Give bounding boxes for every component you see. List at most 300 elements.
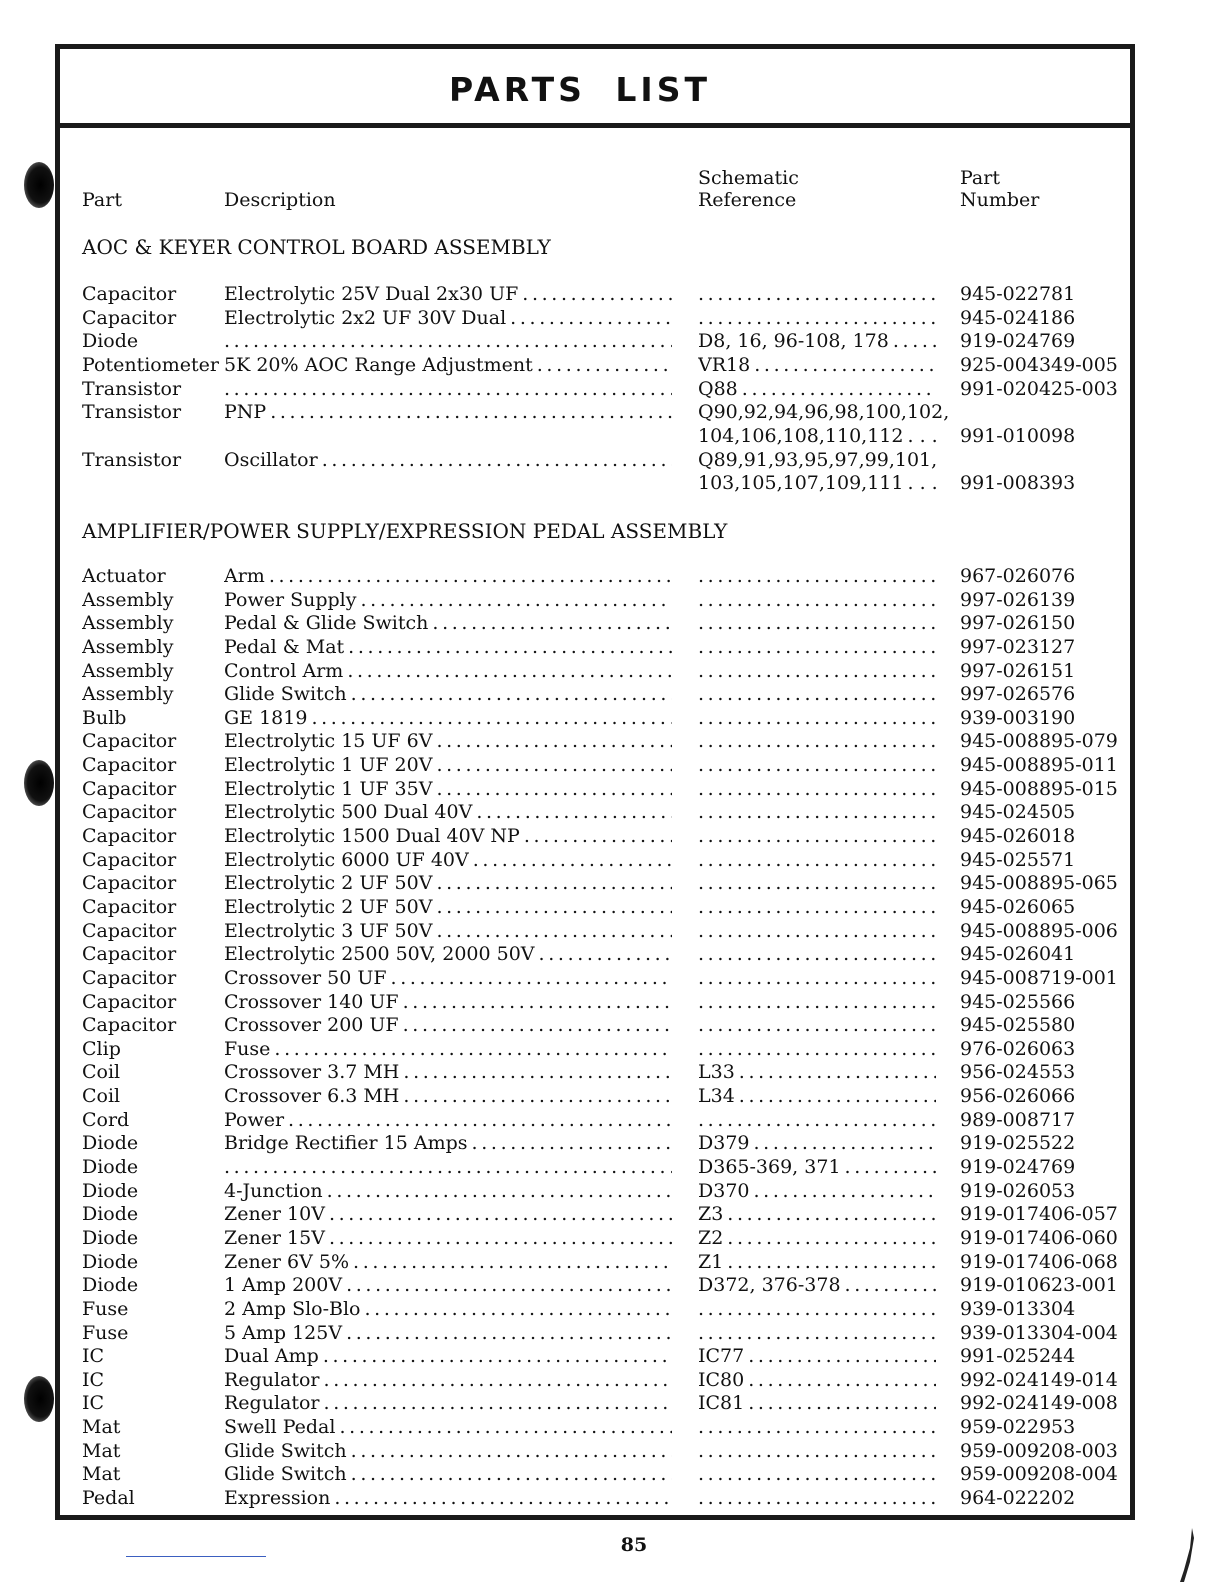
part-cell: Fuse <box>82 1321 129 1344</box>
table-row <box>60 1416 1130 1440</box>
reference-text: Z3 <box>698 1203 724 1226</box>
dot-leader <box>403 1014 672 1038</box>
dot-leader <box>698 730 936 754</box>
part-cell: Diode <box>82 1226 139 1249</box>
part-cell: Assembly <box>82 612 174 635</box>
reference-cell <box>698 1061 936 1085</box>
dot-leader <box>436 730 672 754</box>
reference-cell <box>698 1203 936 1227</box>
reference-cell <box>698 401 950 448</box>
description-text: Electrolytic 500 Dual 40V <box>224 801 473 824</box>
reference-cell <box>698 778 936 802</box>
part-cell: Capacitor <box>82 754 177 777</box>
dot-leader <box>742 378 936 402</box>
part-number-cell: 919-017406-068 <box>960 1250 1118 1273</box>
dot-leader <box>698 896 936 920</box>
reference-cell <box>698 1132 936 1156</box>
part-cell: Capacitor <box>82 801 177 824</box>
dot-leader <box>351 683 672 707</box>
section-heading: AMPLIFIER/POWER SUPPLY/EXPRESSION PEDAL ASSEMBLY <box>82 519 728 543</box>
part-cell: Capacitor <box>82 777 177 800</box>
page-number: 85 <box>620 1534 648 1556</box>
part-cell: Transistor <box>82 377 182 400</box>
reference-text: D379 <box>698 1132 750 1155</box>
description-text: Crossover 3.7 MH <box>224 1061 400 1084</box>
dot-leader <box>727 1227 936 1251</box>
dot-leader <box>845 1156 936 1180</box>
part-number-cell: 945-024505 <box>960 801 1076 824</box>
description-cell <box>224 1345 672 1369</box>
reference-cell <box>698 1345 936 1369</box>
dot-leader <box>698 1463 936 1487</box>
description-cell <box>224 1014 672 1038</box>
dot-leader <box>698 636 936 660</box>
part-cell: Assembly <box>82 659 174 682</box>
description-cell <box>224 660 672 684</box>
part-cell: Capacitor <box>82 966 177 989</box>
description-cell <box>224 1085 672 1109</box>
reference-text: Q88 <box>698 377 738 400</box>
description-cell <box>224 1487 672 1511</box>
reference-cell <box>698 1085 936 1109</box>
part-number-cell: 919-026053 <box>960 1179 1076 1202</box>
description-text: Oscillator <box>224 448 318 471</box>
part-cell: Coil <box>82 1061 121 1084</box>
reference-cell <box>698 1038 936 1062</box>
description-text: Zener 6V 5% <box>224 1250 350 1273</box>
dot-leader <box>224 330 672 354</box>
table-row <box>60 730 1130 754</box>
description-cell <box>224 754 672 778</box>
reference-cell <box>698 1227 936 1251</box>
dot-leader <box>322 449 672 473</box>
part-number-cell: 991-010098 <box>960 424 1076 447</box>
table-row <box>60 1014 1130 1038</box>
dot-leader <box>351 1463 672 1487</box>
description-cell <box>224 565 672 589</box>
dot-leader <box>698 589 936 613</box>
table-row <box>60 612 1130 636</box>
description-text: Power <box>224 1108 285 1131</box>
dot-leader <box>224 1156 672 1180</box>
dot-leader <box>391 967 672 991</box>
part-number-cell: 997-026150 <box>960 612 1076 635</box>
part-number-cell: 945-025571 <box>960 848 1076 871</box>
dot-leader <box>893 330 936 354</box>
reference-cell <box>698 283 936 307</box>
dot-leader <box>739 1061 936 1085</box>
dot-leader <box>748 1369 936 1393</box>
description-text: Electrolytic 1 UF 35V <box>224 777 433 800</box>
table-row <box>60 825 1130 849</box>
description-text: Electrolytic 2 UF 50V <box>224 872 433 895</box>
dot-leader <box>403 991 672 1015</box>
reference-line-2 <box>698 425 936 449</box>
part-number-cell: 919-017406-057 <box>960 1203 1118 1226</box>
part-number-cell: 945-008895-015 <box>960 777 1118 800</box>
table-row <box>60 896 1130 920</box>
dot-leader <box>698 565 936 589</box>
dot-leader <box>224 378 672 402</box>
table-row <box>60 754 1130 778</box>
part-cell: Capacitor <box>82 919 177 942</box>
part-number-cell: 945-024186 <box>960 306 1076 329</box>
part-cell: Capacitor <box>82 872 177 895</box>
table-row <box>60 1038 1130 1062</box>
table-row <box>60 283 1130 307</box>
table-row <box>60 330 1130 354</box>
dot-leader <box>403 1061 672 1085</box>
dot-leader <box>698 849 936 873</box>
part-cell: Assembly <box>82 683 174 706</box>
description-text: Bridge Rectifier 15 Amps <box>224 1132 468 1155</box>
dot-leader <box>334 1487 672 1511</box>
description-text: Expression <box>224 1486 331 1509</box>
part-cell: Capacitor <box>82 825 177 848</box>
part-cell: Clip <box>82 1037 121 1060</box>
dot-leader <box>698 1322 936 1346</box>
part-number-cell: 919-024769 <box>960 1156 1076 1179</box>
dot-leader <box>698 1014 936 1038</box>
description-cell <box>224 707 672 731</box>
description-cell <box>224 967 672 991</box>
part-cell: IC <box>82 1345 105 1368</box>
dot-leader <box>473 849 672 873</box>
part-number-cell: 956-024553 <box>960 1061 1076 1084</box>
description-cell <box>224 825 672 849</box>
dot-leader <box>698 1038 936 1062</box>
reference-text: IC80 <box>698 1368 745 1391</box>
part-number-cell: 939-013304 <box>960 1297 1076 1320</box>
dot-leader <box>269 565 672 589</box>
description-text: 5K 20% AOC Range Adjustment <box>224 353 533 376</box>
part-number-cell: 925-004349-005 <box>960 353 1118 376</box>
part-number-cell: 945-025580 <box>960 1014 1076 1037</box>
description-text: 2 Amp Slo-Blo <box>224 1297 361 1320</box>
reference-cell <box>698 1392 936 1416</box>
dot-leader <box>698 991 936 1015</box>
description-cell <box>224 920 672 944</box>
table-row <box>60 1345 1130 1369</box>
part-cell: Coil <box>82 1085 121 1108</box>
part-number-cell: 939-003190 <box>960 706 1076 729</box>
reference-cell <box>698 660 936 684</box>
dot-leader <box>698 1487 936 1511</box>
reference-cell <box>698 1416 936 1440</box>
reference-cell <box>698 307 936 331</box>
part-number-cell: 997-026151 <box>960 659 1076 682</box>
binder-hole <box>24 760 54 806</box>
part-number-cell: 945-008895-079 <box>960 730 1118 753</box>
part-number-cell: 991-025244 <box>960 1345 1076 1368</box>
part-number-cell: 959-009208-004 <box>960 1463 1118 1486</box>
dot-leader <box>365 1298 673 1322</box>
dot-leader <box>346 1322 672 1346</box>
part-number-cell: 919-010623-001 <box>960 1274 1118 1297</box>
description-cell <box>224 1132 672 1156</box>
part-number-cell: 997-026576 <box>960 683 1076 706</box>
description-text: 1 Amp 200V <box>224 1274 343 1297</box>
dot-leader <box>748 1345 936 1369</box>
part-cell: Mat <box>82 1463 121 1486</box>
dot-leader <box>329 1203 672 1227</box>
description-text: Electrolytic 2x2 UF 30V Dual <box>224 306 507 329</box>
reference-cell <box>698 920 936 944</box>
reference-text: 103,105,107,109,111 <box>698 472 904 495</box>
reference-text: L34 <box>698 1085 735 1108</box>
description-cell <box>224 801 672 825</box>
part-number-cell: 945-008719-001 <box>960 966 1118 989</box>
table-row <box>60 1487 1130 1511</box>
dot-leader <box>524 825 672 849</box>
part-cell: Capacitor <box>82 943 177 966</box>
description-cell <box>224 943 672 967</box>
dot-leader <box>698 1416 936 1440</box>
dot-leader <box>274 1038 672 1062</box>
part-number-cell: 945-008895-065 <box>960 872 1118 895</box>
reference-cell <box>698 967 936 991</box>
part-cell: Capacitor <box>82 895 177 918</box>
dot-leader <box>324 1369 672 1393</box>
dot-leader <box>727 1203 936 1227</box>
reference-cell <box>698 636 936 660</box>
dot-leader <box>324 1392 672 1416</box>
reference-cell <box>698 825 936 849</box>
dot-leader <box>727 1251 936 1275</box>
table-row <box>60 683 1130 707</box>
description-text: Control Arm <box>224 659 344 682</box>
reference-text: Z2 <box>698 1226 724 1249</box>
description-cell <box>224 1251 672 1275</box>
description-text: Electrolytic 1500 Dual 40V NP <box>224 825 520 848</box>
pen-mark <box>1178 1528 1194 1582</box>
header-description: Description <box>224 189 336 211</box>
dot-leader <box>698 872 936 896</box>
reference-text: D370 <box>698 1179 750 1202</box>
description-cell <box>224 1440 672 1464</box>
part-number-cell: 956-026066 <box>960 1085 1076 1108</box>
part-number-cell: 959-009208-003 <box>960 1439 1118 1462</box>
dot-leader <box>339 1416 672 1440</box>
part-cell: Mat <box>82 1416 121 1439</box>
description-text: Electrolytic 15 UF 6V <box>224 730 433 753</box>
part-number-cell: 945-025566 <box>960 990 1076 1013</box>
description-cell <box>224 849 672 873</box>
table-row <box>60 1180 1130 1204</box>
part-cell: Assembly <box>82 588 174 611</box>
part-number-cell: 991-008393 <box>960 472 1076 495</box>
table-row <box>60 307 1130 331</box>
dot-leader <box>270 401 672 425</box>
description-cell <box>224 589 672 613</box>
description-cell <box>224 896 672 920</box>
description-cell <box>224 401 672 425</box>
description-text: Electrolytic 1 UF 20V <box>224 754 433 777</box>
reference-cell <box>698 707 936 731</box>
dot-leader <box>754 1132 937 1156</box>
page-title: PARTS LIST <box>449 69 711 109</box>
dot-leader <box>698 683 936 707</box>
description-cell <box>224 683 672 707</box>
header-part: Part <box>82 189 122 211</box>
table-row <box>60 378 1130 402</box>
part-cell: Transistor <box>82 448 182 471</box>
description-text: Glide Switch <box>224 1463 347 1486</box>
table-row <box>60 1463 1130 1487</box>
dot-leader <box>698 660 936 684</box>
description-text: Pedal & Mat <box>224 635 345 658</box>
section-heading: AOC & KEYER CONTROL BOARD ASSEMBLY <box>82 235 551 259</box>
table-row <box>60 1322 1130 1346</box>
table-row <box>60 872 1130 896</box>
reference-cell <box>698 589 936 613</box>
description-cell <box>224 1463 672 1487</box>
part-cell: Actuator <box>82 565 166 587</box>
dot-leader <box>748 1392 936 1416</box>
table-row <box>60 1369 1130 1393</box>
table-row <box>60 1156 1130 1180</box>
dot-leader <box>436 896 672 920</box>
part-cell: Diode <box>82 1250 139 1273</box>
description-text: Regulator <box>224 1368 320 1391</box>
dot-leader <box>510 307 672 331</box>
part-cell: Diode <box>82 1156 139 1179</box>
description-cell <box>224 1392 672 1416</box>
part-cell: IC <box>82 1392 105 1415</box>
dot-leader <box>754 1180 937 1204</box>
dot-leader <box>698 943 936 967</box>
dot-leader <box>698 754 936 778</box>
description-text: Dual Amp <box>224 1345 319 1368</box>
table-row <box>60 636 1130 660</box>
dot-leader <box>698 920 936 944</box>
reference-text: D372, 376-378 <box>698 1274 841 1297</box>
dot-leader <box>329 1227 672 1251</box>
description-cell <box>224 307 672 331</box>
table-row <box>60 1203 1130 1227</box>
part-cell: Diode <box>82 1179 139 1202</box>
description-text: Crossover 6.3 MH <box>224 1085 400 1108</box>
description-cell <box>224 378 672 402</box>
part-cell: Diode <box>82 330 139 353</box>
reference-cell <box>698 1463 936 1487</box>
reference-cell <box>698 565 936 589</box>
description-cell <box>224 1061 672 1085</box>
description-text: Electrolytic 6000 UF 40V <box>224 848 469 871</box>
dot-leader <box>436 872 672 896</box>
part-number-cell: 945-008895-006 <box>960 919 1118 942</box>
section-rows <box>60 283 1130 496</box>
part-number-cell: 945-026018 <box>960 825 1076 848</box>
part-cell: Fuse <box>82 1297 129 1320</box>
table-row <box>60 967 1130 991</box>
description-text: Crossover 50 UF <box>224 966 387 989</box>
reference-trail: . . . <box>907 424 938 447</box>
table-row <box>60 354 1130 378</box>
description-text: Fuse <box>224 1037 271 1060</box>
table-row <box>60 1251 1130 1275</box>
reference-cell <box>698 1180 936 1204</box>
part-number-cell: 945-008895-011 <box>960 754 1118 777</box>
description-text: Electrolytic 3 UF 50V <box>224 919 433 942</box>
description-cell <box>224 778 672 802</box>
table-row <box>60 449 1130 496</box>
reference-cell <box>698 872 936 896</box>
dot-leader <box>436 754 672 778</box>
table-row <box>60 1085 1130 1109</box>
table-row <box>60 991 1130 1015</box>
table-row <box>60 1274 1130 1298</box>
part-cell: Pedal <box>82 1486 135 1509</box>
description-cell <box>224 1369 672 1393</box>
reference-cell <box>698 801 936 825</box>
dot-leader <box>698 1440 936 1464</box>
part-cell: Capacitor <box>82 283 177 305</box>
part-cell: Cord <box>82 1108 130 1131</box>
dot-leader <box>698 1298 936 1322</box>
part-number-cell: 919-024769 <box>960 330 1076 353</box>
dot-leader <box>698 1109 936 1133</box>
part-number-cell: 967-026076 <box>960 565 1076 587</box>
part-number-cell: 964-022202 <box>960 1486 1076 1509</box>
description-cell <box>224 1416 672 1440</box>
part-cell: Bulb <box>82 706 127 729</box>
dot-leader <box>698 283 936 307</box>
reference-cell <box>698 1322 936 1346</box>
dot-leader <box>288 1109 672 1133</box>
dot-leader <box>436 920 672 944</box>
description-text: Pedal & Glide Switch <box>224 612 429 635</box>
description-text: Zener 15V <box>224 1226 325 1249</box>
table-row <box>60 943 1130 967</box>
reference-cell <box>698 683 936 707</box>
reference-cell <box>698 1109 936 1133</box>
reference-cell <box>698 1156 936 1180</box>
part-number-cell: 991-020425-003 <box>960 377 1118 400</box>
description-cell <box>224 1203 672 1227</box>
table-row <box>60 1440 1130 1464</box>
part-number-cell: 992-024149-008 <box>960 1392 1118 1415</box>
footer-rule <box>126 1556 266 1557</box>
dot-leader <box>351 1440 672 1464</box>
part-cell: Capacitor <box>82 730 177 753</box>
description-text: 5 Amp 125V <box>224 1321 343 1344</box>
description-text: Glide Switch <box>224 683 347 706</box>
reference-cell <box>698 1014 936 1038</box>
header-part-number: Part Number <box>960 167 1040 211</box>
part-cell: Assembly <box>82 635 174 658</box>
description-text: Electrolytic 2500 50V, 2000 50V <box>224 943 535 966</box>
dot-leader <box>754 354 936 378</box>
reference-line-2 <box>698 472 936 496</box>
description-cell <box>224 872 672 896</box>
reference-text: D8, 16, 96-108, 178 <box>698 330 889 353</box>
reference-cell <box>698 1487 936 1511</box>
reference-line-1: Q90,92,94,96,98,100,102, <box>698 401 950 424</box>
description-cell <box>224 354 672 378</box>
dot-leader <box>698 707 936 731</box>
binder-hole <box>24 1376 54 1422</box>
reference-cell <box>698 991 936 1015</box>
section-rows <box>60 565 1130 1511</box>
description-text: Arm <box>224 565 265 587</box>
description-text: Glide Switch <box>224 1439 347 1462</box>
dot-leader <box>539 943 672 967</box>
reference-cell <box>698 943 936 967</box>
part-number-cell: 992-024149-014 <box>960 1368 1118 1391</box>
dot-leader <box>311 707 672 731</box>
dot-leader <box>698 967 936 991</box>
